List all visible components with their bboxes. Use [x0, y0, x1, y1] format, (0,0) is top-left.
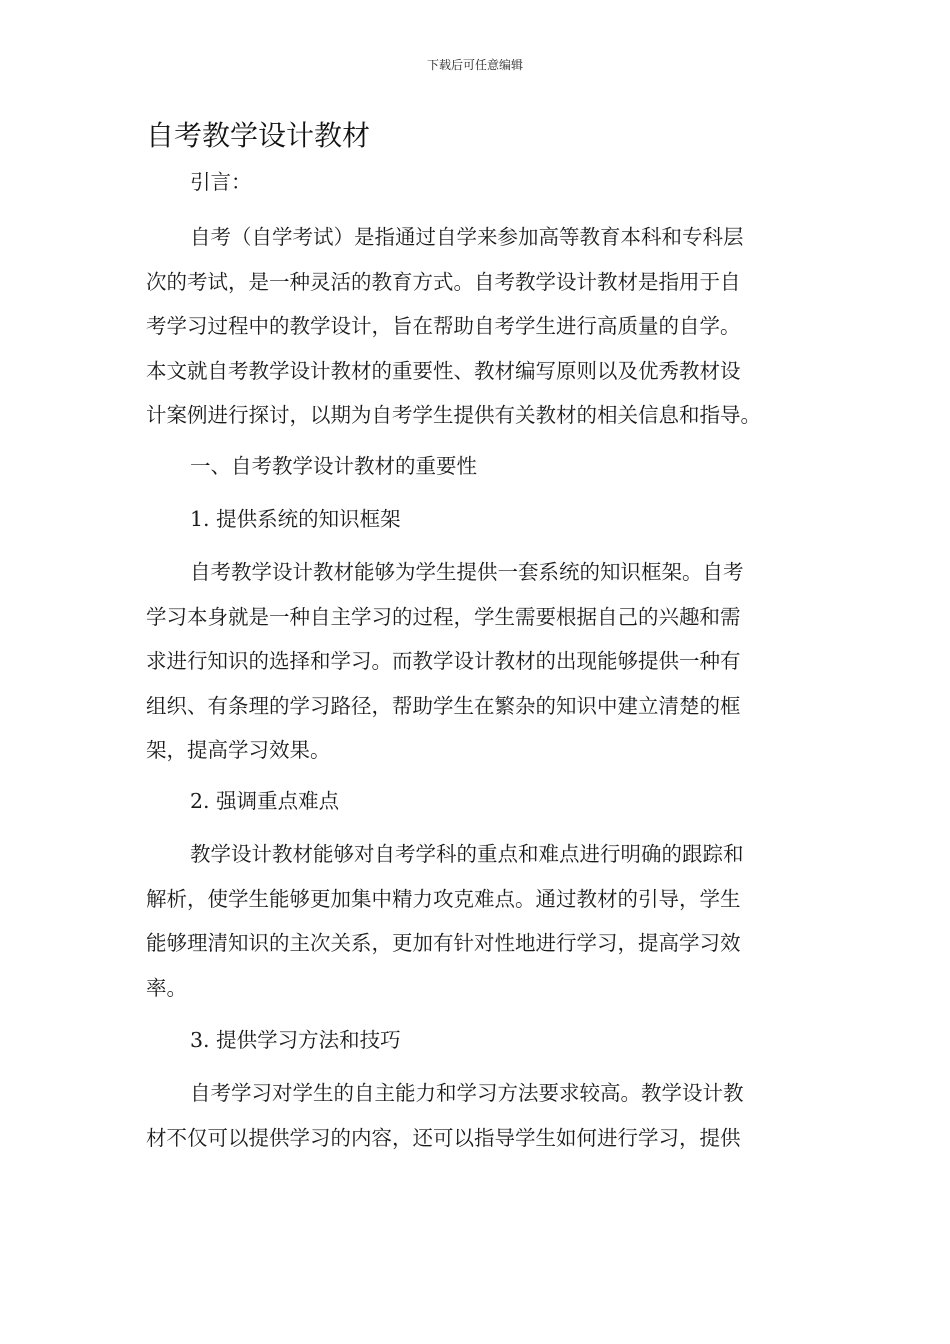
paragraph-line: 1. 提供系统的知识框架 [190, 507, 401, 531]
paragraph [146, 779, 806, 824]
paragraph-line: 学习本身就是一种自主学习的过程，学生需要根据自己的兴趣和需 [146, 604, 741, 629]
page-header-note: 下载后可任意编辑 [426, 58, 523, 72]
paragraph-line: 自考教学设计教材能够为学生提供一套系统的知识框架。自考 [190, 560, 744, 584]
paragraph-line: 次的考试，是一种灵活的教育方式。自考教学设计教材是指用于自 [146, 269, 741, 294]
paragraph-line: 教学设计教材能够对自考学科的重点和难点进行明确的跟踪和 [190, 842, 744, 866]
document-title: 自考教学设计教材 [146, 119, 371, 152]
paragraph-line: 组织、有条理的学习路径，帮助学生在繁杂的知识中建立清楚的框 [146, 693, 741, 718]
paragraph-line: 材不仅可以提供学习的内容，还可以指导学生如何进行学习，提供 [146, 1125, 741, 1150]
paragraph [146, 832, 806, 1010]
paragraph [146, 497, 806, 542]
paragraph [146, 1018, 806, 1063]
paragraph [146, 550, 806, 773]
paragraph-line: 自考学习对学生的自主能力和学习方法要求较高。教学设计教 [190, 1081, 744, 1105]
paragraph-line: 本文就自考教学设计教材的重要性、教材编写原则以及优秀教材设 [146, 358, 741, 383]
paragraph-line: 2. 强调重点难点 [190, 789, 340, 813]
paragraph [146, 160, 806, 205]
paragraph-line: 求进行知识的选择和学习。而教学设计教材的出现能够提供一种有 [146, 649, 741, 673]
paragraph [146, 444, 806, 489]
paragraph-line: 率。 [146, 975, 187, 1000]
paragraph-line: 自考（自学考试）是指通过自学来参加高等教育本科和专科层 [190, 225, 744, 249]
paragraph-line: 引言： [190, 170, 252, 194]
paragraph-line: 能够理清知识的主次关系，更加有针对性地进行学习，提高学习效 [146, 931, 741, 955]
paragraph-line: 架，提高学习效果。 [146, 738, 331, 762]
paragraph-line: 考学习过程中的教学设计，旨在帮助自考学生进行高质量的自学。 [146, 314, 741, 338]
paragraph-line: 3. 提供学习方法和技巧 [190, 1028, 401, 1052]
paragraph-line: 解析，使学生能够更加集中精力攻克难点。通过教材的引导，学生 [146, 886, 741, 911]
paragraph [146, 1071, 806, 1160]
paragraph-line: 一、自考教学设计教材的重要性 [190, 454, 477, 478]
paragraph-line: 计案例进行探讨，以期为自考学生提供有关教材的相关信息和指导。 [146, 403, 761, 427]
paragraph [146, 215, 806, 438]
